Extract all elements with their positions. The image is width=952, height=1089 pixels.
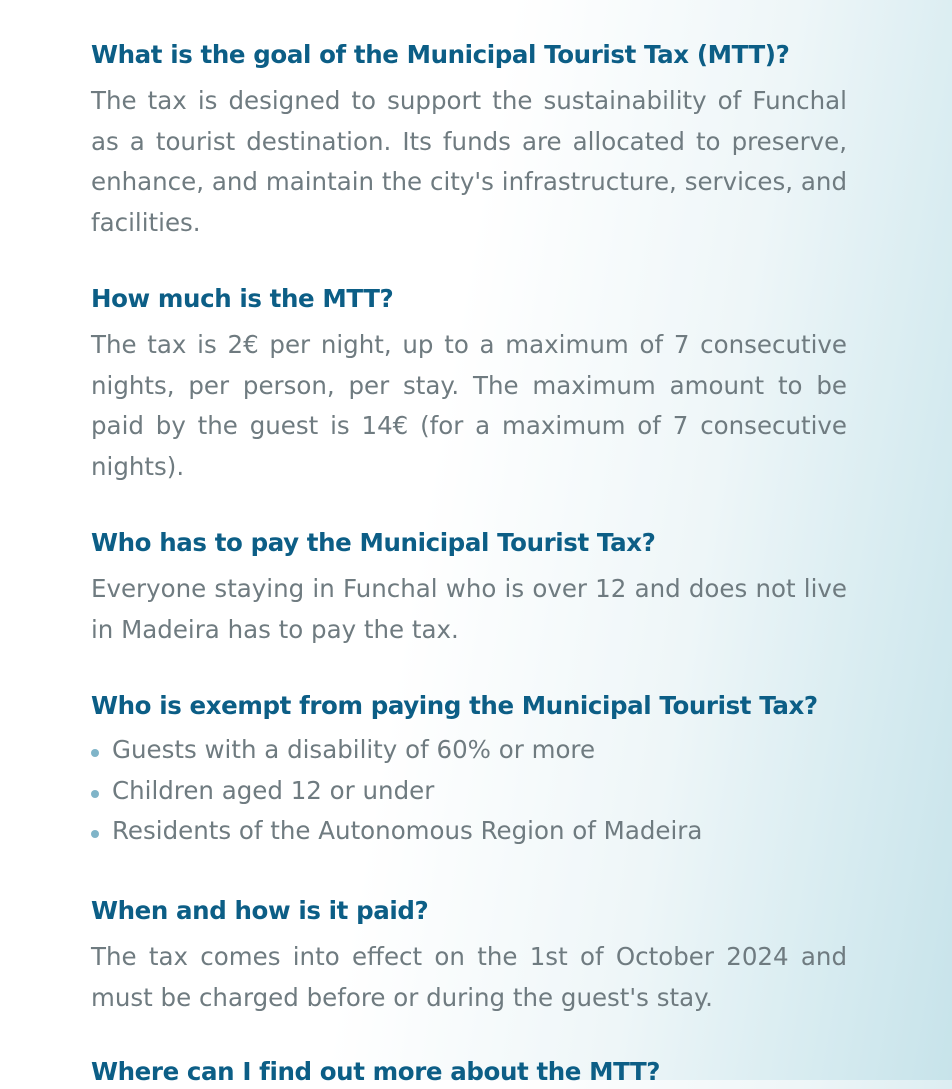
faq-item-amount bbox=[91, 282, 847, 487]
faq-question: Who is exempt from paying the Municipal Tourist Tax? bbox=[91, 691, 818, 720]
faq-item-more-info bbox=[91, 1055, 847, 1089]
faq-answer: The tax is designed to support the sustainability of Funchal as a tourist destination. Its funds are allocated to preserve, enhance, and maintain the city's infrastructure, services, and facilities. bbox=[91, 86, 847, 237]
list-item-text: Children aged 12 or under bbox=[112, 775, 435, 805]
list-item-text: Guests with a disability of 60% or more bbox=[112, 735, 596, 764]
faq-item-exempt bbox=[91, 689, 891, 852]
faq-question: Where can I find out more about the MTT? bbox=[91, 1057, 661, 1086]
faq-question: What is the goal of the Municipal Tourist Tax (MTT)? bbox=[91, 40, 790, 69]
faq-answer: Everyone staying in Funchal who is over 12 and does not live in Madeira has to pay the tax. bbox=[91, 574, 847, 644]
list-item bbox=[91, 730, 891, 771]
exemption-list bbox=[91, 730, 891, 852]
faq-question: How much is the MTT? bbox=[91, 284, 394, 313]
faq-item-goal bbox=[91, 38, 847, 243]
faq-question: When and how is it paid? bbox=[91, 896, 429, 925]
faq-item-when-paid bbox=[91, 894, 847, 1018]
faq-answer: The tax comes into effect on the 1st of October 2024 and must be charged before or during the guest's stay. bbox=[91, 942, 847, 1012]
bullet-icon bbox=[91, 830, 99, 838]
faq-item-who-pays bbox=[91, 526, 847, 650]
bullet-icon bbox=[91, 749, 99, 757]
list-item-text: Residents of the Autonomous Region of Madeira bbox=[112, 816, 703, 845]
faq-question: Who has to pay the Municipal Tourist Tax? bbox=[91, 528, 656, 557]
faq-answer: The tax is 2€ per night, up to a maximum of 7 consecutive nights, per person, per stay. The maximum amount to be paid by the guest is 14€ (for a maximum of 7 consecutive nights). bbox=[91, 330, 847, 481]
list-item bbox=[91, 771, 891, 812]
bullet-icon bbox=[91, 790, 99, 798]
list-item bbox=[91, 811, 891, 852]
